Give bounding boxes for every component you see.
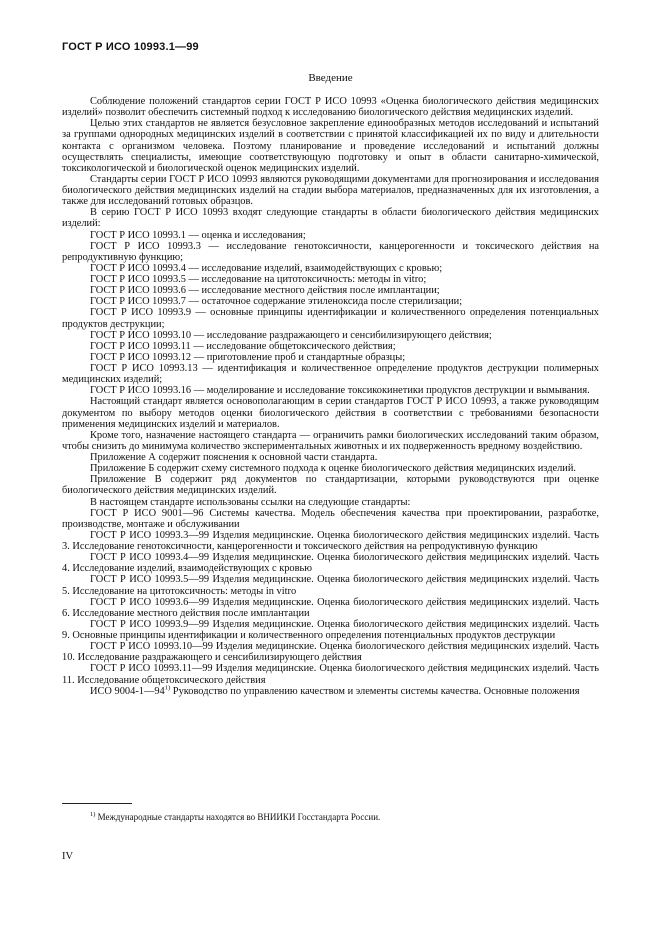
list-item: ГОСТ Р ИСО 10993.1 — оценка и исследования; bbox=[90, 229, 306, 241]
reference-item: ГОСТ Р ИСО 10993.9—99 Изделия медицинские. Оценка биологического действия медицинских изделий. Часть 9. Основные принципы идентификации и количественного определения потенциальных продуктов деструкции bbox=[62, 618, 599, 641]
list-item: ГОСТ Р ИСО 10993.7 — остаточное содержание этиленоксида после стерилизации; bbox=[90, 296, 463, 308]
footnote bbox=[90, 812, 590, 822]
reference-item: ГОСТ Р ИСО 10993.10—99 Изделия медицинские. Оценка биологического действия медицинских изделий. Часть 10. Исследование раздражающего и сенсибилизирующего действия bbox=[62, 641, 599, 664]
reference-item: ГОСТ Р ИСО 10993.11—99 Изделия медицинские. Оценка биологического действия медицинских изделий. Часть 11. Исследование общетоксического действия bbox=[62, 663, 599, 686]
reference-item: ГОСТ Р ИСО 9001—96 Системы качества. Модель обеспечения качества при проектировании, разработке, производстве, монтаже и обслуживании bbox=[62, 507, 599, 530]
paragraph: В настоящем стандарте использованы ссылки на следующие стандарты: bbox=[90, 496, 411, 508]
reference-code: ИСО 9004-1—94 bbox=[90, 685, 165, 697]
list-item: ГОСТ Р ИСО 10993.5 — исследование на цитотоксичность: методы in vitro; bbox=[90, 274, 427, 285]
paragraph: Приложение В содержит ряд документов по стандартизации, которыми руководствуются при оценке биологического действия медицинских изделий. bbox=[62, 474, 599, 497]
footnote-ref-mark: 1) bbox=[164, 684, 171, 692]
paragraph: Приложение Б содержит схему системного подхода к оценке биологического действия медицинских изделий. bbox=[90, 463, 577, 475]
paragraph: Приложение А содержит пояснения к основной части стандарта. bbox=[90, 452, 378, 463]
paragraph: Соблюдение положений стандартов серии ГОСТ Р ИСО 10993 «Оценка биологического действия медицинских изделий» позволит обеспечить системный подход к исследованию биологического действия медицинских изделий. bbox=[62, 96, 599, 119]
reference-item: ГОСТ Р ИСО 10993.4—99 Изделия медицинские. Оценка биологического действия медицинских изделий. Часть 4. Исследование изделий, взаимодействующих с кровью bbox=[62, 552, 599, 575]
footnote-text: Международные стандарты находятся во ВНИИКИ Госстандарта России. bbox=[95, 812, 381, 822]
list-item: ГОСТ Р ИСО 10993.16 — моделирование и исследование токсикокинетики продуктов деструкции и вымывания. bbox=[90, 385, 590, 397]
reference-item: ГОСТ Р ИСО 10993.5—99 Изделия медицинские. Оценка биологического действия медицинских изделий. Часть 5. Исследование на цитотоксичность: методы in vitro bbox=[62, 574, 599, 597]
list-item: ГОСТ Р ИСО 10993.11 — исследование общетоксического действия; bbox=[90, 340, 396, 352]
paragraph: Стандарты серии ГОСТ Р ИСО 10993 являются руководящими документами для прогнозирования и исследования биологического действия медицинских изделий на стадии выбора материалов, предназначенных для их изготовления, а также для исследований готовых образцов. bbox=[62, 173, 599, 208]
list-item: ГОСТ Р ИСО 10993.9 — основные принципы идентификации и количественного определения потенциальных продуктов деструкции; bbox=[62, 307, 599, 330]
list-item: ГОСТ Р ИСО 10993.6 — исследование местного действия после имплантации; bbox=[90, 285, 440, 297]
body-text bbox=[62, 96, 599, 697]
reference-item bbox=[62, 686, 599, 697]
list-item: ГОСТ Р ИСО 10993.10 — исследование раздражающего и сенсибилизирующего действия; bbox=[90, 329, 492, 341]
section-title: Введение bbox=[308, 72, 353, 84]
list-item: ГОСТ Р ИСО 10993.13 — идентификация и количественное определение продуктов деструкции полимерных медицинских изделий; bbox=[62, 363, 599, 386]
reference-item: ГОСТ Р ИСО 10993.3—99 Изделия медицинские. Оценка биологического действия медицинских изделий. Часть 3. Исследование генотоксичности, канцерогенности и токсического действия на репродуктивную функцию bbox=[62, 529, 599, 552]
footnote-mark: 1) bbox=[90, 811, 96, 818]
reference-item: ГОСТ Р ИСО 10993.6—99 Изделия медицинские. Оценка биологического действия медицинских изделий. Часть 6. Исследование местного действия после имплантации bbox=[62, 596, 599, 619]
paragraph: Целью этих стандартов не является безусловное закрепление единообразных методов исследований и испытаний за группами однородных медицинских изделий в соответствии с принятой классификацией их по виду и длительности контакта с организмом человека. Поэтому планирование и проведение исследований и испытаний должны осуществлять специалисты, имеющие соответствующую подготовку и опыт в области санитарно-химической, токсикологической и биологической оценок медицинских изделий. bbox=[62, 118, 599, 174]
reference-text: Руководство по управлению качеством и элементы системы качества. Основные положения bbox=[170, 685, 580, 697]
list-item: ГОСТ Р ИСО 10993.3 — исследование генотоксичности, канцерогенности и токсического действия на репродуктивную функцию; bbox=[62, 240, 599, 263]
paragraph: В серию ГОСТ Р ИСО 10993 входят следующие стандарты в области биологического действия медицинских изделий: bbox=[62, 207, 599, 230]
paragraph: Настоящий стандарт является основополагающим в серии стандартов ГОСТ Р ИСО 10993, а также руководящим документом по выбору методов оценки биологического действия в соответствии с требованиями безопасности применения медицинских изделий и материалов. bbox=[62, 396, 599, 430]
list-item: ГОСТ Р ИСО 10993.12 — приготовление проб и стандартные образцы; bbox=[90, 351, 406, 363]
page-number: IV bbox=[62, 851, 74, 862]
footnote-divider bbox=[62, 803, 132, 804]
standard-header: ГОСТ Р ИСО 10993.1—99 bbox=[62, 41, 199, 53]
list-item: ГОСТ Р ИСО 10993.4 — исследование изделий, взаимодействующих с кровью; bbox=[90, 262, 443, 274]
paragraph: Кроме того, назначение настоящего стандарта — ограничить рамки биологических исследований таким образом, чтобы снизить до минимума количество экспериментальных животных и их подверженность вредному воздействию. bbox=[62, 429, 599, 452]
